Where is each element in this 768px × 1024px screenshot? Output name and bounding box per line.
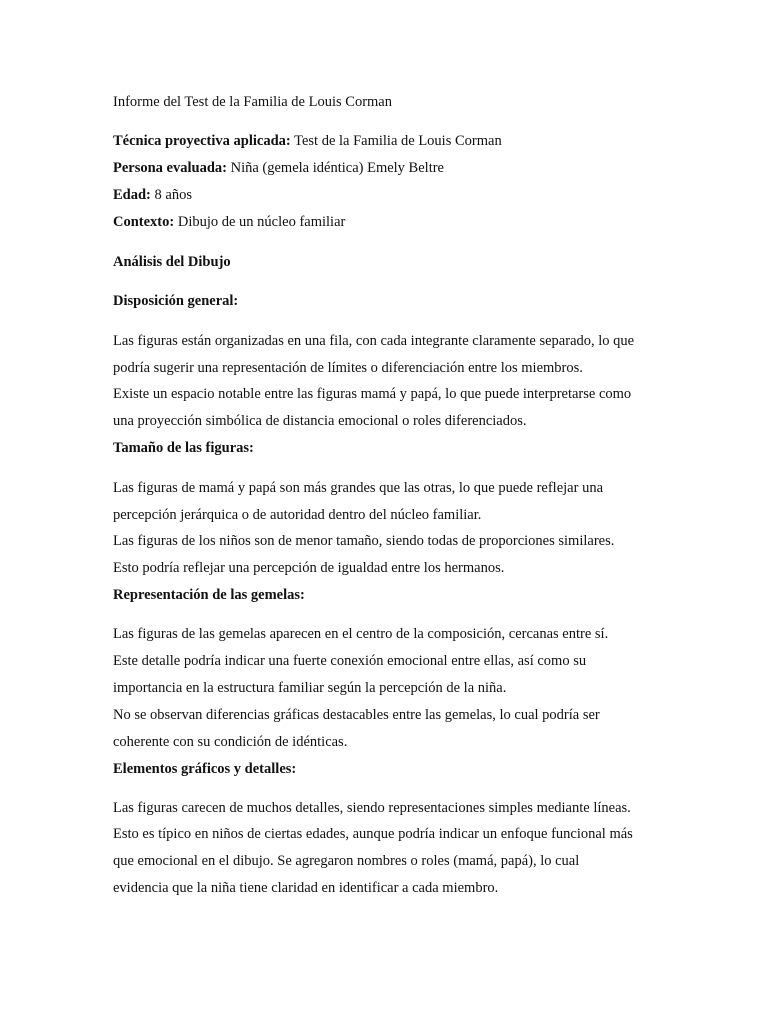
paragraph-line: Las figuras están organizadas en una fila, con cada integrante claramente separado, lo que [113,333,635,349]
meta-edad-label: Edad: [113,187,151,203]
paragraph-line: coherente con su condición de idénticas. [113,734,348,750]
paragraph-line: una proyección simbólica de distancia emocional o roles diferenciados. [113,413,527,429]
paragraph-line: importancia en la estructura familiar según la percepción de la niña. [113,680,507,696]
paragraph-line: Esto podría reflejar una percepción de igualdad entre los hermanos. [113,560,505,576]
meta-edad-value: 8 años [150,187,192,203]
paragraph-line: Esto es típico en niños de ciertas edades, aunque podría indicar un enfoque funcional más [113,826,633,842]
section-heading-gemelas [113,586,305,604]
paragraph-line: Existe un espacio notable entre las figuras mamá y papá, lo que puede interpretarse como [113,386,632,402]
section-heading-elementos [113,760,296,778]
paragraph-line: Las figuras carecen de muchos detalles, siendo representaciones simples mediante líneas. [113,800,631,816]
paragraph-line: que emocional en el dibujo. Se agregaron nombres o roles (mamá, papá), lo cual [113,853,580,869]
meta-tecnica-value: Test de la Familia de Louis Corman [290,133,502,149]
paragraph-line: percepción jerárquica o de autoridad dentro del núcleo familiar. [113,507,482,523]
meta-persona [113,159,444,177]
paragraph-line: evidencia que la niña tiene claridad en identificar a cada miembro. [113,880,499,896]
analysis-heading [113,253,231,271]
analysis-heading-text: Análisis del Dibujo [113,254,231,270]
meta-contexto [113,213,345,231]
section-heading-tamano-text: Tamaño de las figuras: [113,440,254,456]
document-title: Informe del Test de la Familia de Louis Corman [113,94,392,110]
section-heading-disposicion [113,292,238,310]
section-heading-gemelas-text: Representación de las gemelas: [113,587,305,603]
meta-edad [113,186,192,204]
meta-tecnica-label: Técnica proyectiva aplicada: [113,133,291,149]
paragraph-line: No se observan diferencias gráficas destacables entre las gemelas, lo cual podría ser [113,707,600,723]
meta-contexto-label: Contexto: [113,214,175,230]
section-heading-elementos-text: Elementos gráficos y detalles: [113,761,297,777]
meta-persona-value: Niña (gemela idéntica) Emely Beltre [226,160,444,176]
meta-persona-label: Persona evaluada: [113,160,227,176]
paragraph-line: Las figuras de las gemelas aparecen en el centro de la composición, cercanas entre sí. [113,626,609,642]
paragraph-line: Las figuras de mamá y papá son más grandes que las otras, lo que puede reflejar una [113,480,604,496]
meta-tecnica [113,132,502,150]
meta-contexto-value: Dibujo de un núcleo familiar [174,214,346,230]
section-heading-tamano [113,439,254,457]
paragraph-line: podría sugerir una representación de límites o diferenciación entre los miembros. [113,360,583,376]
paragraph-line: Las figuras de los niños son de menor tamaño, siendo todas de proporciones similares. [113,533,615,549]
section-heading-disposicion-text: Disposición general: [113,293,239,309]
paragraph-line: Este detalle podría indicar una fuerte conexión emocional entre ellas, así como su [113,653,587,669]
